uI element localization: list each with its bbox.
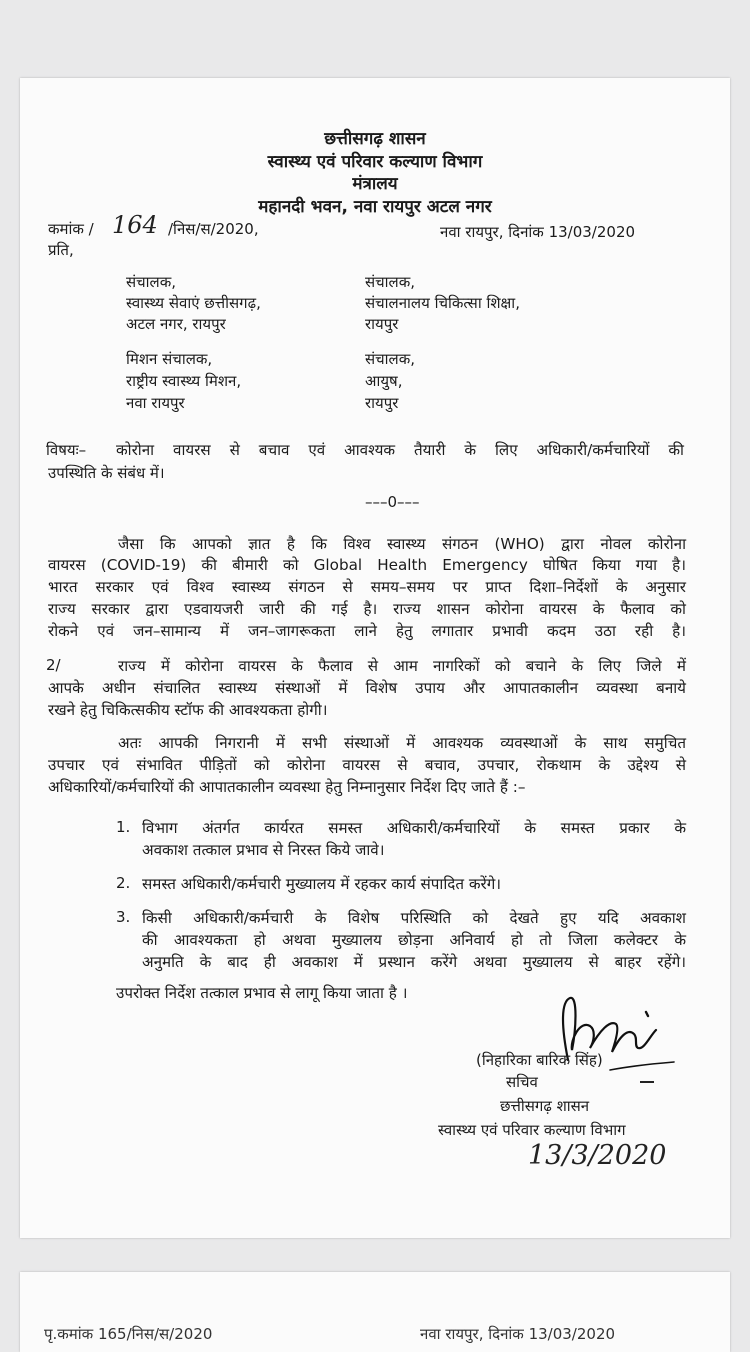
para1-line: वायरस (COVID-19) की बीमारी को Global Health Emergency घोषित किया गया है। [48,556,686,574]
signatory-name: (निहारिका बारिक सिंह) [476,1051,603,1069]
directive-number: 1. [116,818,131,836]
letter-page [20,78,730,1238]
next-page-date: नवा रायपुर, दिनांक 13/03/2020 [420,1325,616,1343]
para1-line: रोकने एवं जन–सामान्य में जन–जागरूकता लाने हेतु लगातार प्रभावी कदम उठा रही है। [48,622,686,640]
directive-line: की आवश्यकता हो अथवा मुख्यालय छोड़ना अनिवार्य हो तो जिला कलेक्टर के [142,931,686,949]
recipient-line: राष्ट्रीय स्वास्थ्य मिशन, [126,372,242,390]
recipient-line: मिशन संचालक, [126,350,213,368]
para2-line: आपके अधीन संचालित स्वास्थ्य संस्थाओं में विशेष उपाय और आपातकालीन व्यवस्था बनाये [48,679,686,697]
govt-title: छत्तीसगढ़ शासन [324,129,426,149]
directive-line: विभाग अंतर्गत कार्यरत समस्त अधिकारी/कर्मचारियों के समस्त प्रकार के [142,819,686,837]
recipient-line: अटल नगर, रायपुर [126,315,226,333]
recipient-line: संचालक, [365,350,416,368]
directive-line: अनुमति के बाद ही अवकाश में प्रस्थान करेंगे अथवा मुख्यालय से बाहर रहेंगे। [142,953,686,971]
recipient-line: नवा रायपुर [126,394,185,412]
signatory-org-2: स्वास्थ्य एवं परिवार कल्याण विभाग [438,1121,626,1139]
recipient-line: संचालक, [365,273,416,291]
recipient-line: स्वास्थ्य सेवाएं छत्तीसगढ़, [126,294,261,312]
department-title: स्वास्थ्य एवं परिवार कल्याण विभाग [267,152,483,172]
ref-number-handwritten: 164 [112,211,158,239]
recipient-line: संचालक, [126,273,177,291]
directive-line: समस्त अधिकारी/कर्मचारी मुख्यालय में रहकर कार्य संपादित करेंगे। [142,875,502,893]
recipient-line: रायपुर [365,394,399,412]
para2-line: राज्य में कोरोना वायरस के फैलाव से आम नागरिकों को बचाने के लिए जिले में [118,657,686,675]
recipient-block-2 [126,348,241,414]
next-page-partial [20,1272,730,1352]
ref-prefix: कमांक / [48,220,94,238]
directive-line: किसी अधिकारी/कर्मचारी के विशेष परिस्थिति को देखते हुए यदि अवकाश [142,909,686,927]
para1-line: भारत सरकार एवं विश्व स्वास्थ्य संगठन से समय–समय पर प्राप्त दिशा–निर्देशों के अनुसार [48,578,686,596]
handwritten-date: 13/3/2020 [528,1140,667,1171]
recipient-line: संचालनालय चिकित्सा शिक्षा, [365,294,520,312]
next-page-ref: पृ.कमांक 165/निस/स/2020 [44,1325,213,1343]
subject-label: विषयः– [46,441,87,459]
para3-line: अधिकारियों/कर्मचारियों की आपातकालीन व्यवस्था हेतु निम्नानुसार निर्देश दिए जाते हैं :– [48,778,526,796]
directive-line: अवकाश तत्काल प्रभाव से निरस्त किये जावे। [142,841,385,859]
pen-mark [640,1081,654,1083]
recipient-line: आयुष, [365,372,403,390]
prati-label: प्रति, [48,241,74,259]
directive-number: 2. [116,874,131,892]
subject-line-1: कोरोना वायरस से बचाव एवं आवश्यक तैयारी के लिए अधिकारी/कर्मचारियों की [116,441,684,459]
recipient-block-4 [365,348,415,414]
signatory-org-1: छत्तीसगढ़ शासन [500,1097,590,1115]
ministry-title: मंत्रालय [352,174,398,194]
separator: –––0––– [365,493,420,511]
place-date: नवा रायपुर, दिनांक 13/03/2020 [440,223,636,241]
directive-number: 3. [116,908,131,926]
para1-line: जैसा कि आपको ज्ञात है कि विश्व स्वास्थ्य संगठन (WHO) द्वारा नोवल कोरोना [118,535,686,553]
recipient-block-1 [126,272,261,335]
para2-line: रखने हेतु चिकित्सकीय स्टॉफ की आवश्यकता होगी। [48,701,328,719]
para3-line: उपचार एवं संभावित पीड़ितों को कोरोना वायरस से बचाव, उपचार, रोकथाम के उद्देश्य से [48,756,686,774]
closing-statement: उपरोक्त निर्देश तत्काल प्रभाव से लागू किया जाता है । [116,984,408,1002]
address-title: महानदी भवन, नवा रायपुर अटल नगर [258,197,492,217]
para1-line: राज्य सरकार द्वारा एडवायजरी जारी की गई है। राज्य शासन कोरोना वायरस के फैलाव को [48,600,686,618]
ref-suffix: /निस/स/2020, [168,220,259,238]
para3-line: अतः आपकी निगरानी में सभी संस्थाओं में आवश्यक व्यवस्थाओं के साथ समुचित [118,734,686,752]
signatory-designation: सचिव [506,1073,538,1091]
recipient-block-3 [365,272,520,335]
para2-number: 2/ [46,656,61,674]
recipient-line: रायपुर [365,315,399,333]
subject-line-2: उपस्थिति के संबंध में। [48,464,165,482]
